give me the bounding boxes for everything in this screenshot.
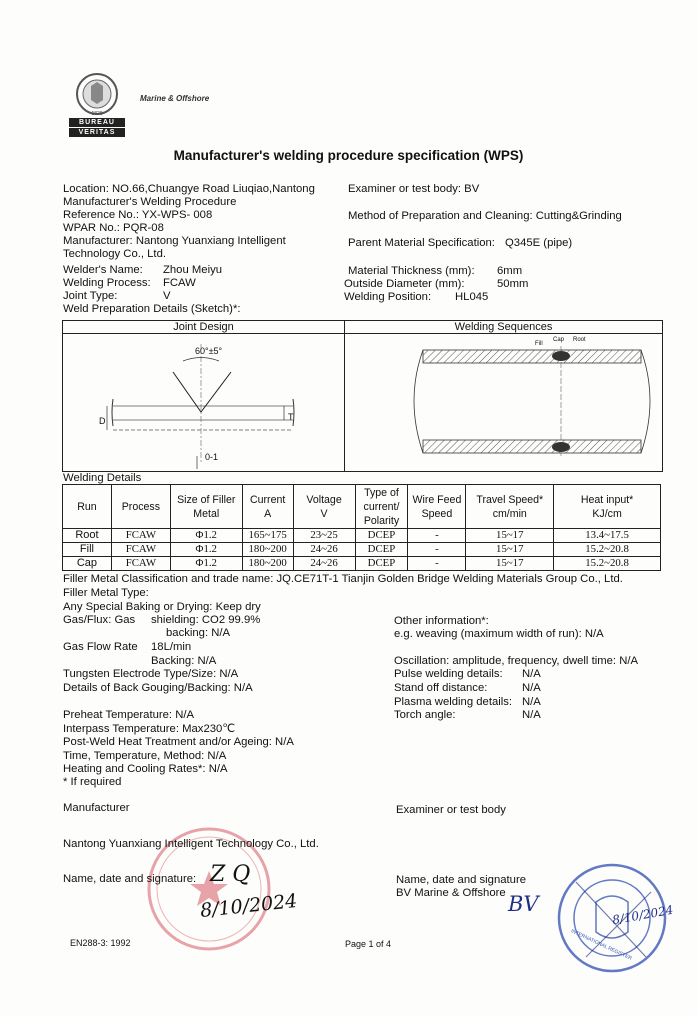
joint-design-heading: Joint Design — [173, 321, 234, 333]
welding-process-label: Welding Process: — [63, 277, 151, 289]
post-weld-heat-treatment: Post-Weld Heat Treatment and/or Ageing: N/A — [63, 736, 294, 748]
table-cell: DCEP — [355, 557, 408, 571]
reference-no: Reference No.: YX-WPS- 008 — [63, 209, 213, 221]
logo-text-veritas: VERITAS — [78, 129, 116, 136]
manufacturers-welding-procedure: Manufacturer's Welding Procedure — [63, 196, 237, 208]
stamp-text: INTERNATIONAL REGISTER — [569, 928, 633, 962]
welding-position-value: HL045 — [455, 291, 489, 303]
sketch-box — [62, 320, 663, 472]
root-pass-label: Root — [573, 337, 586, 343]
table-cell: Root — [63, 529, 112, 543]
table-cell: 15.2~20.8 — [554, 557, 661, 571]
time-temperature-method: Time, Temperature, Method: N/A — [63, 750, 227, 762]
table-row — [63, 557, 661, 571]
diameter-dim-label: D — [99, 416, 106, 426]
table-cell: Φ1.2 — [170, 543, 242, 557]
preparation-method: Method of Preparation and Cleaning: Cutting&Grinding — [348, 210, 622, 222]
manufacturer-signature: Z Q — [210, 862, 251, 887]
welding-details-caption: Welding Details — [63, 472, 142, 484]
table-header-cell: Size of Filler Metal — [170, 485, 242, 529]
groove-angle-label: 60°±5° — [195, 346, 223, 356]
welding-sequences-heading: Welding Sequences — [454, 321, 553, 333]
gas-shielding: shielding: CO2 99.9% — [151, 614, 261, 626]
plasma-welding-label: Plasma welding details: — [394, 696, 513, 708]
table-header-cell: Wire Feed Speed — [408, 485, 466, 529]
table-cell: DCEP — [355, 529, 408, 543]
table-header-cell: Heat input* KJ/cm — [554, 485, 661, 529]
back-gouging: Details of Back Gouging/Backing: N/A — [63, 682, 253, 694]
table-header-cell: Travel Speed* cm/min — [466, 485, 554, 529]
other-information: Other information*: — [394, 615, 489, 627]
table-cell: Cap — [63, 557, 112, 571]
table-header-cell: Type of current/ Polarity — [355, 485, 408, 529]
joint-type-label: Joint Type: — [63, 290, 118, 302]
examiner-name-date-signature: Name, date and signature — [396, 874, 526, 886]
table-cell: DCEP — [355, 543, 408, 557]
table-header-cell: Run — [63, 485, 112, 529]
table-cell: - — [408, 557, 466, 571]
welder-name-value: Zhou Meiyu — [163, 264, 223, 276]
welding-sequence-sketch — [345, 334, 662, 471]
if-required-note: * If required — [63, 776, 122, 788]
table-cell: FCAW — [111, 529, 170, 543]
table-cell: - — [408, 543, 466, 557]
table-cell: 13.4~17.5 — [554, 529, 661, 543]
cap-pass-label: Cap — [553, 337, 565, 343]
thickness-label: Material Thickness (mm): — [348, 265, 475, 277]
table-cell: Fill — [63, 543, 112, 557]
oscillation: Oscillation: amplitude, frequency, dwell time: N/A — [394, 655, 639, 667]
examiner-heading: Examiner or test body — [396, 804, 506, 816]
bureau-veritas-logo — [66, 66, 128, 140]
filler-metal-type: Filler Metal Type: — [63, 587, 149, 599]
logo-text-bureau: BUREAU — [79, 119, 115, 126]
thickness-dim-label: T — [288, 412, 294, 422]
standard-reference: EN288-3: 1992 — [70, 938, 131, 948]
table-cell: 24~26 — [293, 557, 355, 571]
gap-dim-label: 0-1 — [205, 452, 219, 462]
plasma-welding-value: N/A — [522, 696, 541, 708]
table-header-cell: Process — [111, 485, 170, 529]
weaving: e.g. weaving (maximum width of run): N/A — [394, 628, 604, 640]
table-cell: Φ1.2 — [170, 529, 242, 543]
table-cell: Φ1.2 — [170, 557, 242, 571]
preheat-temperature: Preheat Temperature: N/A — [63, 709, 195, 721]
table-cell: 15~17 — [466, 543, 554, 557]
pulse-welding-label: Pulse welding details: — [394, 668, 503, 680]
table-cell: 180~200 — [242, 543, 293, 557]
logo-year: 1828 — [91, 111, 103, 117]
division-label: Marine & Offshore — [140, 94, 210, 103]
table-header-cell: Voltage V — [293, 485, 355, 529]
outside-diameter-label: Outside Diameter (mm): — [344, 278, 465, 290]
manufacturer-sign-date: 8/10/2024 — [199, 889, 299, 923]
parent-material-label: Parent Material Specification: — [348, 237, 495, 249]
gas-flux-label: Gas/Flux: Gas — [63, 614, 136, 626]
table-cell: 24~26 — [293, 543, 355, 557]
examiner-organization: BV Marine & Offshore — [396, 887, 506, 899]
thickness-value: 6mm — [497, 265, 523, 277]
baking-drying: Any Special Baking or Drying: Keep dry — [63, 601, 261, 613]
table-cell: 15.2~20.8 — [554, 543, 661, 557]
welder-name-label: Welder's Name: — [63, 264, 143, 276]
outside-diameter-value: 50mm — [497, 278, 529, 290]
torch-angle-label: Torch angle: — [394, 709, 456, 721]
table-cell: 165~175 — [242, 529, 293, 543]
flow-backing: Backing: N/A — [151, 655, 217, 667]
manufacturer-line-2: Technology Co., Ltd. — [63, 248, 166, 260]
table-cell: 180~200 — [242, 557, 293, 571]
table-cell: 23~25 — [293, 529, 355, 543]
examiner-sign-date: 8/10/2024 — [611, 902, 675, 928]
wpar-no: WPAR No.: PQR-08 — [63, 222, 164, 234]
welding-process-value: FCAW — [163, 277, 196, 289]
pulse-welding-value: N/A — [522, 668, 541, 680]
examiner: Examiner or test body: BV — [348, 183, 480, 195]
fill-pass-label: Fill — [535, 341, 543, 347]
table-row — [63, 543, 661, 557]
gas-flow-label: Gas Flow Rate — [63, 641, 138, 653]
location: Location: NO.66,Chuangye Road Liuqiao,Nantong — [63, 183, 315, 195]
table-header-cell: Current A — [242, 485, 293, 529]
table-cell: FCAW — [111, 557, 170, 571]
page-number: Page 1 of 4 — [345, 939, 392, 949]
torch-angle-value: N/A — [522, 709, 541, 721]
manufacturer-company-name: Nantong Yuanxiang Intelligent Technology Co., Ltd. — [63, 838, 319, 850]
gas-backing: backing: N/A — [166, 627, 231, 639]
stand-off-value: N/A — [522, 682, 541, 694]
heating-cooling-rates: Heating and Cooling Rates*: N/A — [63, 763, 228, 775]
parent-material-value: Q345E (pipe) — [505, 237, 573, 249]
stand-off-label: Stand off distance: — [394, 682, 488, 694]
manufacturer-line-1: Manufacturer: Nantong Yuanxiang Intelligent — [63, 235, 286, 247]
examiner-signature: BV — [508, 892, 539, 916]
interpass-temperature: Interpass Temperature: Max230℃ — [63, 723, 235, 735]
manufacturer-name-date-signature: Name, date and signature: — [63, 873, 197, 885]
table-row — [63, 529, 661, 543]
table-cell: - — [408, 529, 466, 543]
filler-classification: Filler Metal Classification and trade name: JQ.CE71T-1 Tianjin Golden Bridge Welding Materials Group Co., Ltd. — [63, 573, 623, 585]
manufacturer-heading: Manufacturer — [63, 802, 130, 814]
table-cell: FCAW — [111, 543, 170, 557]
welding-position-label: Welding Position: — [344, 291, 432, 303]
gas-flow-value: 18L/min — [151, 641, 192, 653]
tungsten-electrode: Tungsten Electrode Type/Size: N/A — [63, 668, 239, 680]
table-cell: 15~17 — [466, 557, 554, 571]
table-cell: 15~17 — [466, 529, 554, 543]
welding-details-table — [62, 484, 661, 571]
document-title: Manufacturer's welding procedure specification (WPS) — [173, 148, 524, 163]
joint-type-value: V — [163, 290, 171, 302]
weld-prep-details: Weld Preparation Details (Sketch)*: — [63, 303, 241, 315]
